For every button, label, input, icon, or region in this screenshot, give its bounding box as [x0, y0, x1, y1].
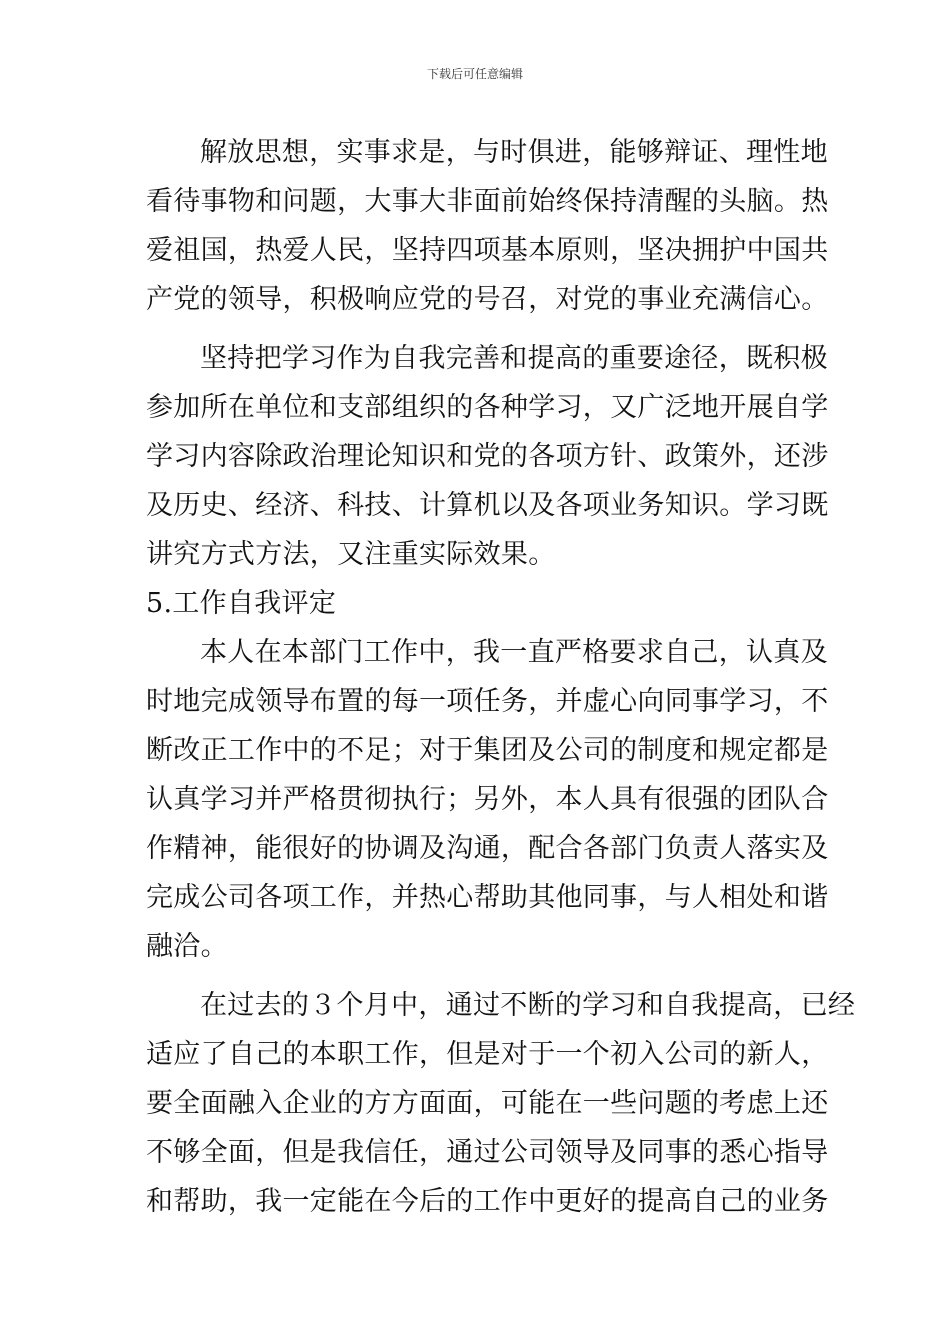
paragraph-line: 完成公司各项工作，并热心帮助其他同事，与人相处和谐: [146, 882, 829, 913]
paragraph-line: 看待事物和问题，大事大非面前始终保持清醒的头脑。热: [146, 186, 829, 217]
paragraph-line: 在过去的３个月中，通过不断的学习和自我提高，已经: [200, 990, 856, 1021]
paragraph-line: 参加所在单位和支部组织的各种学习，又广泛地开展自学: [146, 392, 829, 423]
section-heading-text: 5.工作自我评定: [146, 588, 337, 619]
paragraph-line: 适应了自己的本职工作，但是对于一个初入公司的新人，: [146, 1039, 829, 1070]
paragraph-line: 本人在本部门工作中，我一直严格要求自己，认真及: [200, 637, 828, 668]
paragraph-line: 作精神，能很好的协调及沟通，配合各部门负责人落实及: [146, 833, 829, 864]
paragraph-past-three-months: [146, 981, 856, 1226]
paragraph-work-evaluation: [146, 628, 829, 971]
paragraph-ideology: [146, 128, 829, 324]
paragraph-line: 产党的领导，积极响应党的号召，对党的事业充满信心。: [146, 284, 829, 315]
paragraph-line: 时地完成领导布置的每一项任务，并虚心向同事学习，不: [146, 686, 829, 717]
paragraph-line: 要全面融入企业的方方面面，可能在一些问题的考虑上还: [146, 1088, 829, 1119]
page-header: 下载后可任意编辑: [426, 67, 523, 81]
paragraph-line: 爱祖国，热爱人民，坚持四项基本原则，坚决拥护中国共: [146, 235, 829, 266]
paragraph-line: 学习内容除政治理论知识和党的各项方针、政策外，还涉: [146, 441, 829, 472]
paragraph-line: 认真学习并严格贯彻执行；另外，本人具有很强的团队合: [146, 784, 829, 815]
document-body: [146, 128, 856, 1226]
paragraph-line: 断改正工作中的不足；对于集团及公司的制度和规定都是: [146, 735, 829, 766]
paragraph-line: 及历史、经济、科技、计算机以及各项业务知识。学习既: [146, 490, 829, 521]
paragraph-line: 融洽。: [146, 931, 228, 962]
paragraph-gap: [146, 971, 808, 981]
paragraph-study: [146, 334, 829, 579]
section-heading: [146, 579, 808, 628]
paragraph-line: 讲究方式方法，又注重实际效果。: [146, 539, 556, 570]
paragraph-line: 和帮助，我一定能在今后的工作中更好的提高自己的业务: [146, 1186, 829, 1217]
paragraph-line: 不够全面，但是我信任，通过公司领导及同事的悉心指导: [146, 1137, 829, 1168]
paragraph-gap: [146, 324, 808, 334]
paragraph-line: 解放思想，实事求是，与时俱进，能够辩证、理性地: [200, 137, 828, 168]
paragraph-line: 坚持把学习作为自我完善和提高的重要途径，既积极: [200, 343, 828, 374]
